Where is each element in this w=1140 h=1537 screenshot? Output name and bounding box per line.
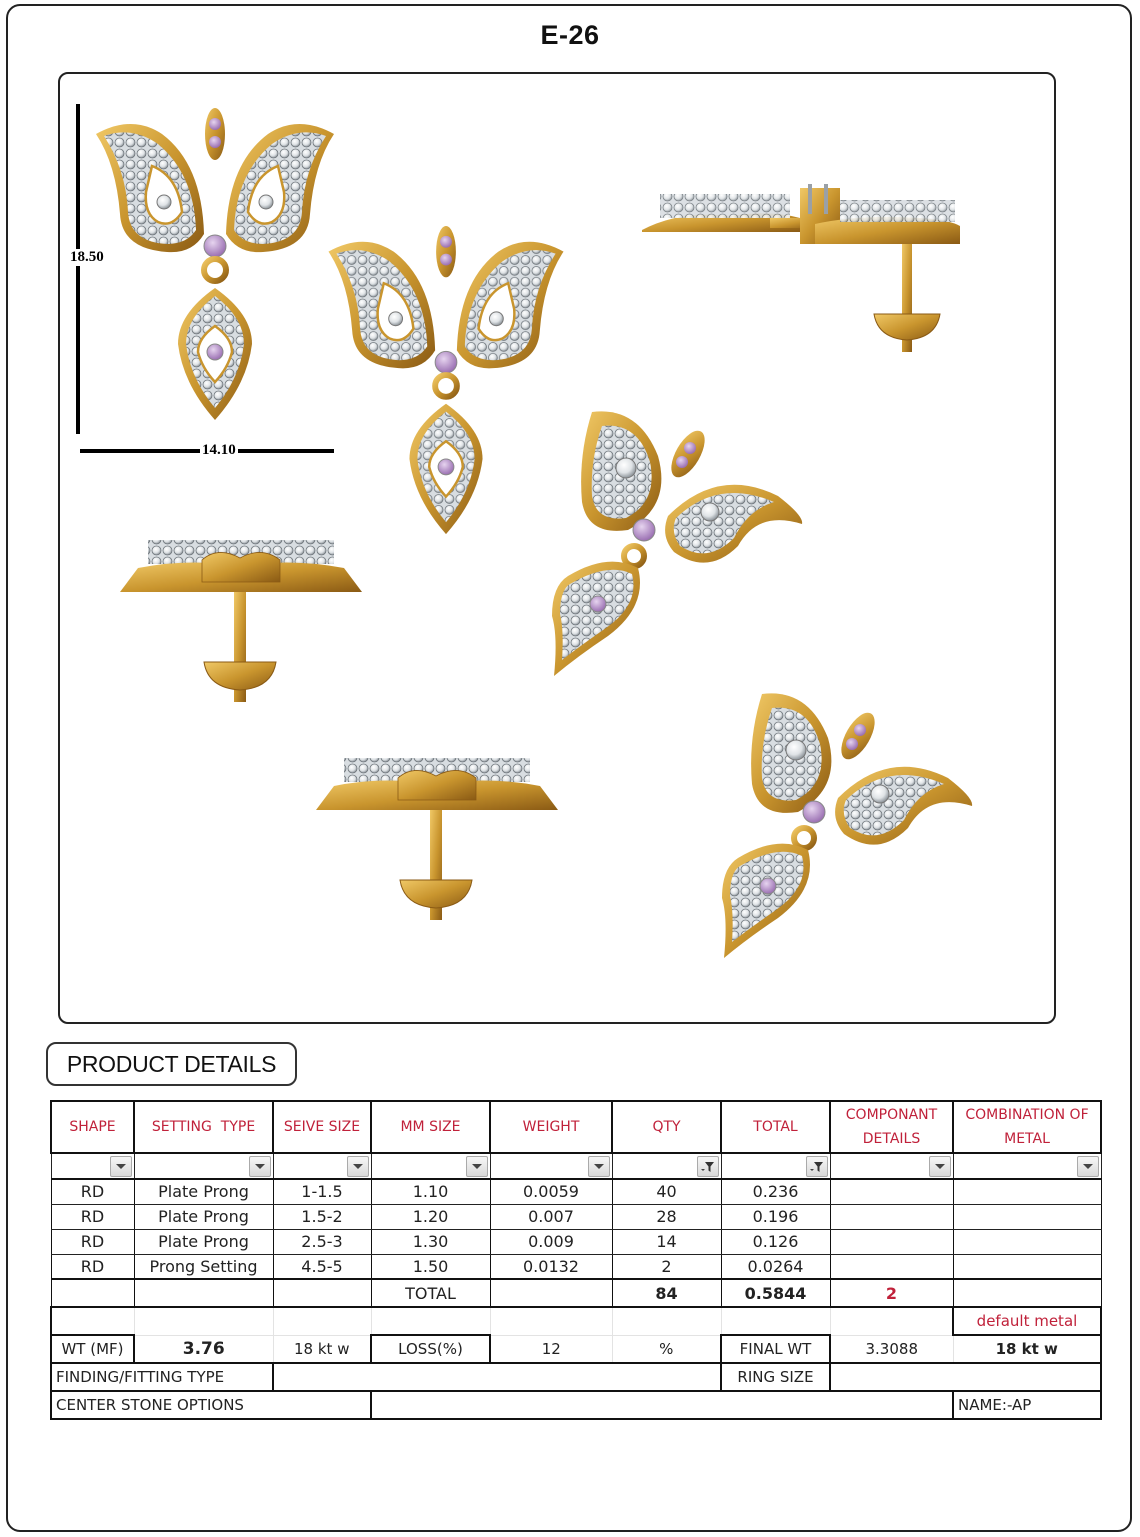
table-header-row (51, 1101, 1101, 1153)
cell-combination-of-metal (953, 1229, 1101, 1254)
header-mm-size: MM SIZE (371, 1101, 490, 1153)
cell-total: 0.126 (721, 1229, 830, 1254)
filter-dropdown-seive-size[interactable] (347, 1156, 369, 1177)
filter-dropdown-component-details[interactable] (929, 1156, 951, 1177)
header-setting-type: SETTING TYPE (134, 1101, 273, 1153)
empty-cell (134, 1279, 273, 1307)
filter-cell-component-details (830, 1153, 953, 1179)
cell-combination-of-metal (953, 1254, 1101, 1279)
filter-cell-combination-of-metal (953, 1153, 1101, 1179)
header-seive-size: SEIVE SIZE (273, 1101, 371, 1153)
chevron-down-icon (116, 1164, 126, 1169)
empty-cell (134, 1307, 273, 1335)
cell-weight: 0.0132 (490, 1254, 612, 1279)
finding-row (51, 1363, 1101, 1391)
empty-cell (371, 1307, 490, 1335)
final-wt-value: 3.3088 (830, 1335, 953, 1363)
ring-size-label: RING SIZE (721, 1363, 830, 1391)
cell-qty: 2 (612, 1254, 721, 1279)
filter-cell-qty (612, 1153, 721, 1179)
cell-mm-size: 1.50 (371, 1254, 490, 1279)
cell-shape: RD (51, 1204, 134, 1229)
earring-side-view-left (118, 534, 364, 704)
empty-cell (273, 1307, 371, 1335)
empty-cell (490, 1307, 612, 1335)
cell-shape: RD (51, 1179, 134, 1204)
cell-mm-size: 1.20 (371, 1204, 490, 1229)
filter-dropdown-mm-size[interactable] (466, 1156, 488, 1177)
loss-label: LOSS(%) (371, 1335, 490, 1363)
loss-unit: % (612, 1335, 721, 1363)
filter-cell-weight (490, 1153, 612, 1179)
totals-label: TOTAL (371, 1279, 490, 1307)
chevron-down-icon (594, 1164, 604, 1169)
earring-front-view (322, 222, 570, 540)
chevron-down-icon (935, 1164, 945, 1169)
funnel-filter-icon (701, 1161, 715, 1173)
wt-mf-label: WT (MF) (51, 1335, 134, 1363)
header-combination-of-metal: COMBINATION OF METAL (953, 1101, 1101, 1153)
ring-size-value (830, 1363, 1101, 1391)
totals-components: 2 (830, 1279, 953, 1307)
chevron-down-icon (353, 1164, 363, 1169)
filter-cell-seive-size (273, 1153, 371, 1179)
cell-seive-size: 1.5-2 (273, 1204, 371, 1229)
filter-cell-setting-type (134, 1153, 273, 1179)
filter-dropdown-setting-type[interactable] (249, 1156, 271, 1177)
cell-combination-of-metal (953, 1179, 1101, 1204)
cell-setting-type: Plate Prong (134, 1179, 273, 1204)
empty-cell (830, 1307, 953, 1335)
cell-total: 0.0264 (721, 1254, 830, 1279)
table-row (51, 1179, 1101, 1204)
empty-cell (51, 1279, 134, 1307)
filter-cell-total (721, 1153, 830, 1179)
filter-row (51, 1153, 1101, 1179)
earring-angled-view-2 (718, 688, 976, 960)
cell-weight: 0.0059 (490, 1179, 612, 1204)
filter-active-qty[interactable] (697, 1156, 719, 1177)
finding-type-label: FINDING/FITTING TYPE (51, 1363, 273, 1391)
center-stone-row (51, 1391, 1101, 1419)
height-dimension-label: 18.50 (70, 249, 104, 265)
final-wt-label: FINAL WT (721, 1335, 830, 1363)
cell-component-details (830, 1254, 953, 1279)
design-code-title: E-26 (540, 20, 600, 50)
earring-side-view-bottom (314, 752, 560, 922)
header-weight: WEIGHT (490, 1101, 612, 1153)
cell-seive-size: 1-1.5 (273, 1179, 371, 1204)
cell-shape: RD (51, 1229, 134, 1254)
cell-qty: 40 (612, 1179, 721, 1204)
filter-dropdown-shape[interactable] (110, 1156, 132, 1177)
earring-front-view-dimensioned (92, 104, 338, 426)
cell-component-details (830, 1229, 953, 1254)
earring-side-view-right (640, 180, 964, 352)
cell-shape: RD (51, 1254, 134, 1279)
filter-dropdown-combination-of-metal[interactable] (1077, 1156, 1099, 1177)
loss-value: 12 (490, 1335, 612, 1363)
filter-dropdown-weight[interactable] (588, 1156, 610, 1177)
cell-component-details (830, 1179, 953, 1204)
final-metal-karat: 18 kt w (953, 1335, 1101, 1363)
cell-total: 0.236 (721, 1179, 830, 1204)
height-dimension-line (76, 104, 80, 434)
cell-combination-of-metal (953, 1204, 1101, 1229)
totals-row (51, 1279, 1101, 1307)
chevron-down-icon (255, 1164, 265, 1169)
center-stone-label: CENTER STONE OPTIONS (51, 1391, 371, 1419)
header-shape: SHAPE (51, 1101, 134, 1153)
empty-cell (612, 1307, 721, 1335)
empty-cell (490, 1279, 612, 1307)
totals-weight: 0.5844 (721, 1279, 830, 1307)
default-metal-note: default metal (953, 1307, 1101, 1335)
cell-total: 0.196 (721, 1204, 830, 1229)
cell-setting-type: Prong Setting (134, 1254, 273, 1279)
header-component-details: COMPONANT DETAILS (830, 1101, 953, 1153)
cell-seive-size: 4.5-5 (273, 1254, 371, 1279)
chevron-down-icon (1083, 1164, 1093, 1169)
cell-setting-type: Plate Prong (134, 1229, 273, 1254)
empty-cell (51, 1307, 134, 1335)
empty-cell (953, 1279, 1101, 1307)
table-row (51, 1229, 1101, 1254)
filter-active-total[interactable] (806, 1156, 828, 1177)
cell-mm-size: 1.10 (371, 1179, 490, 1204)
cell-weight: 0.007 (490, 1204, 612, 1229)
empty-cell (273, 1279, 371, 1307)
finding-type-value (273, 1363, 721, 1391)
table-row (51, 1204, 1101, 1229)
weight-row (51, 1335, 1101, 1363)
metal-karat: 18 kt w (273, 1335, 371, 1363)
cell-qty: 28 (612, 1204, 721, 1229)
cell-mm-size: 1.30 (371, 1229, 490, 1254)
product-details-heading: PRODUCT DETAILS (46, 1042, 297, 1086)
totals-qty: 84 (612, 1279, 721, 1307)
chevron-down-icon (472, 1164, 482, 1169)
header-total: TOTAL (721, 1101, 830, 1153)
cell-weight: 0.009 (490, 1229, 612, 1254)
metal-note-row (51, 1307, 1101, 1335)
cell-setting-type: Plate Prong (134, 1204, 273, 1229)
width-dimension-label: 14.10 (202, 442, 236, 458)
cell-component-details (830, 1204, 953, 1229)
product-details-table (50, 1100, 1102, 1420)
cell-seive-size: 2.5-3 (273, 1229, 371, 1254)
designer-name: NAME:-AP (953, 1391, 1101, 1419)
header-qty: QTY (612, 1101, 721, 1153)
wt-mf-value: 3.76 (134, 1335, 273, 1363)
earring-angled-view-1 (548, 406, 806, 678)
cell-qty: 14 (612, 1229, 721, 1254)
empty-cell (721, 1307, 830, 1335)
funnel-filter-icon (810, 1161, 824, 1173)
filter-cell-mm-size (371, 1153, 490, 1179)
filter-cell-shape (51, 1153, 134, 1179)
center-stone-value (371, 1391, 953, 1419)
table-row (51, 1254, 1101, 1279)
